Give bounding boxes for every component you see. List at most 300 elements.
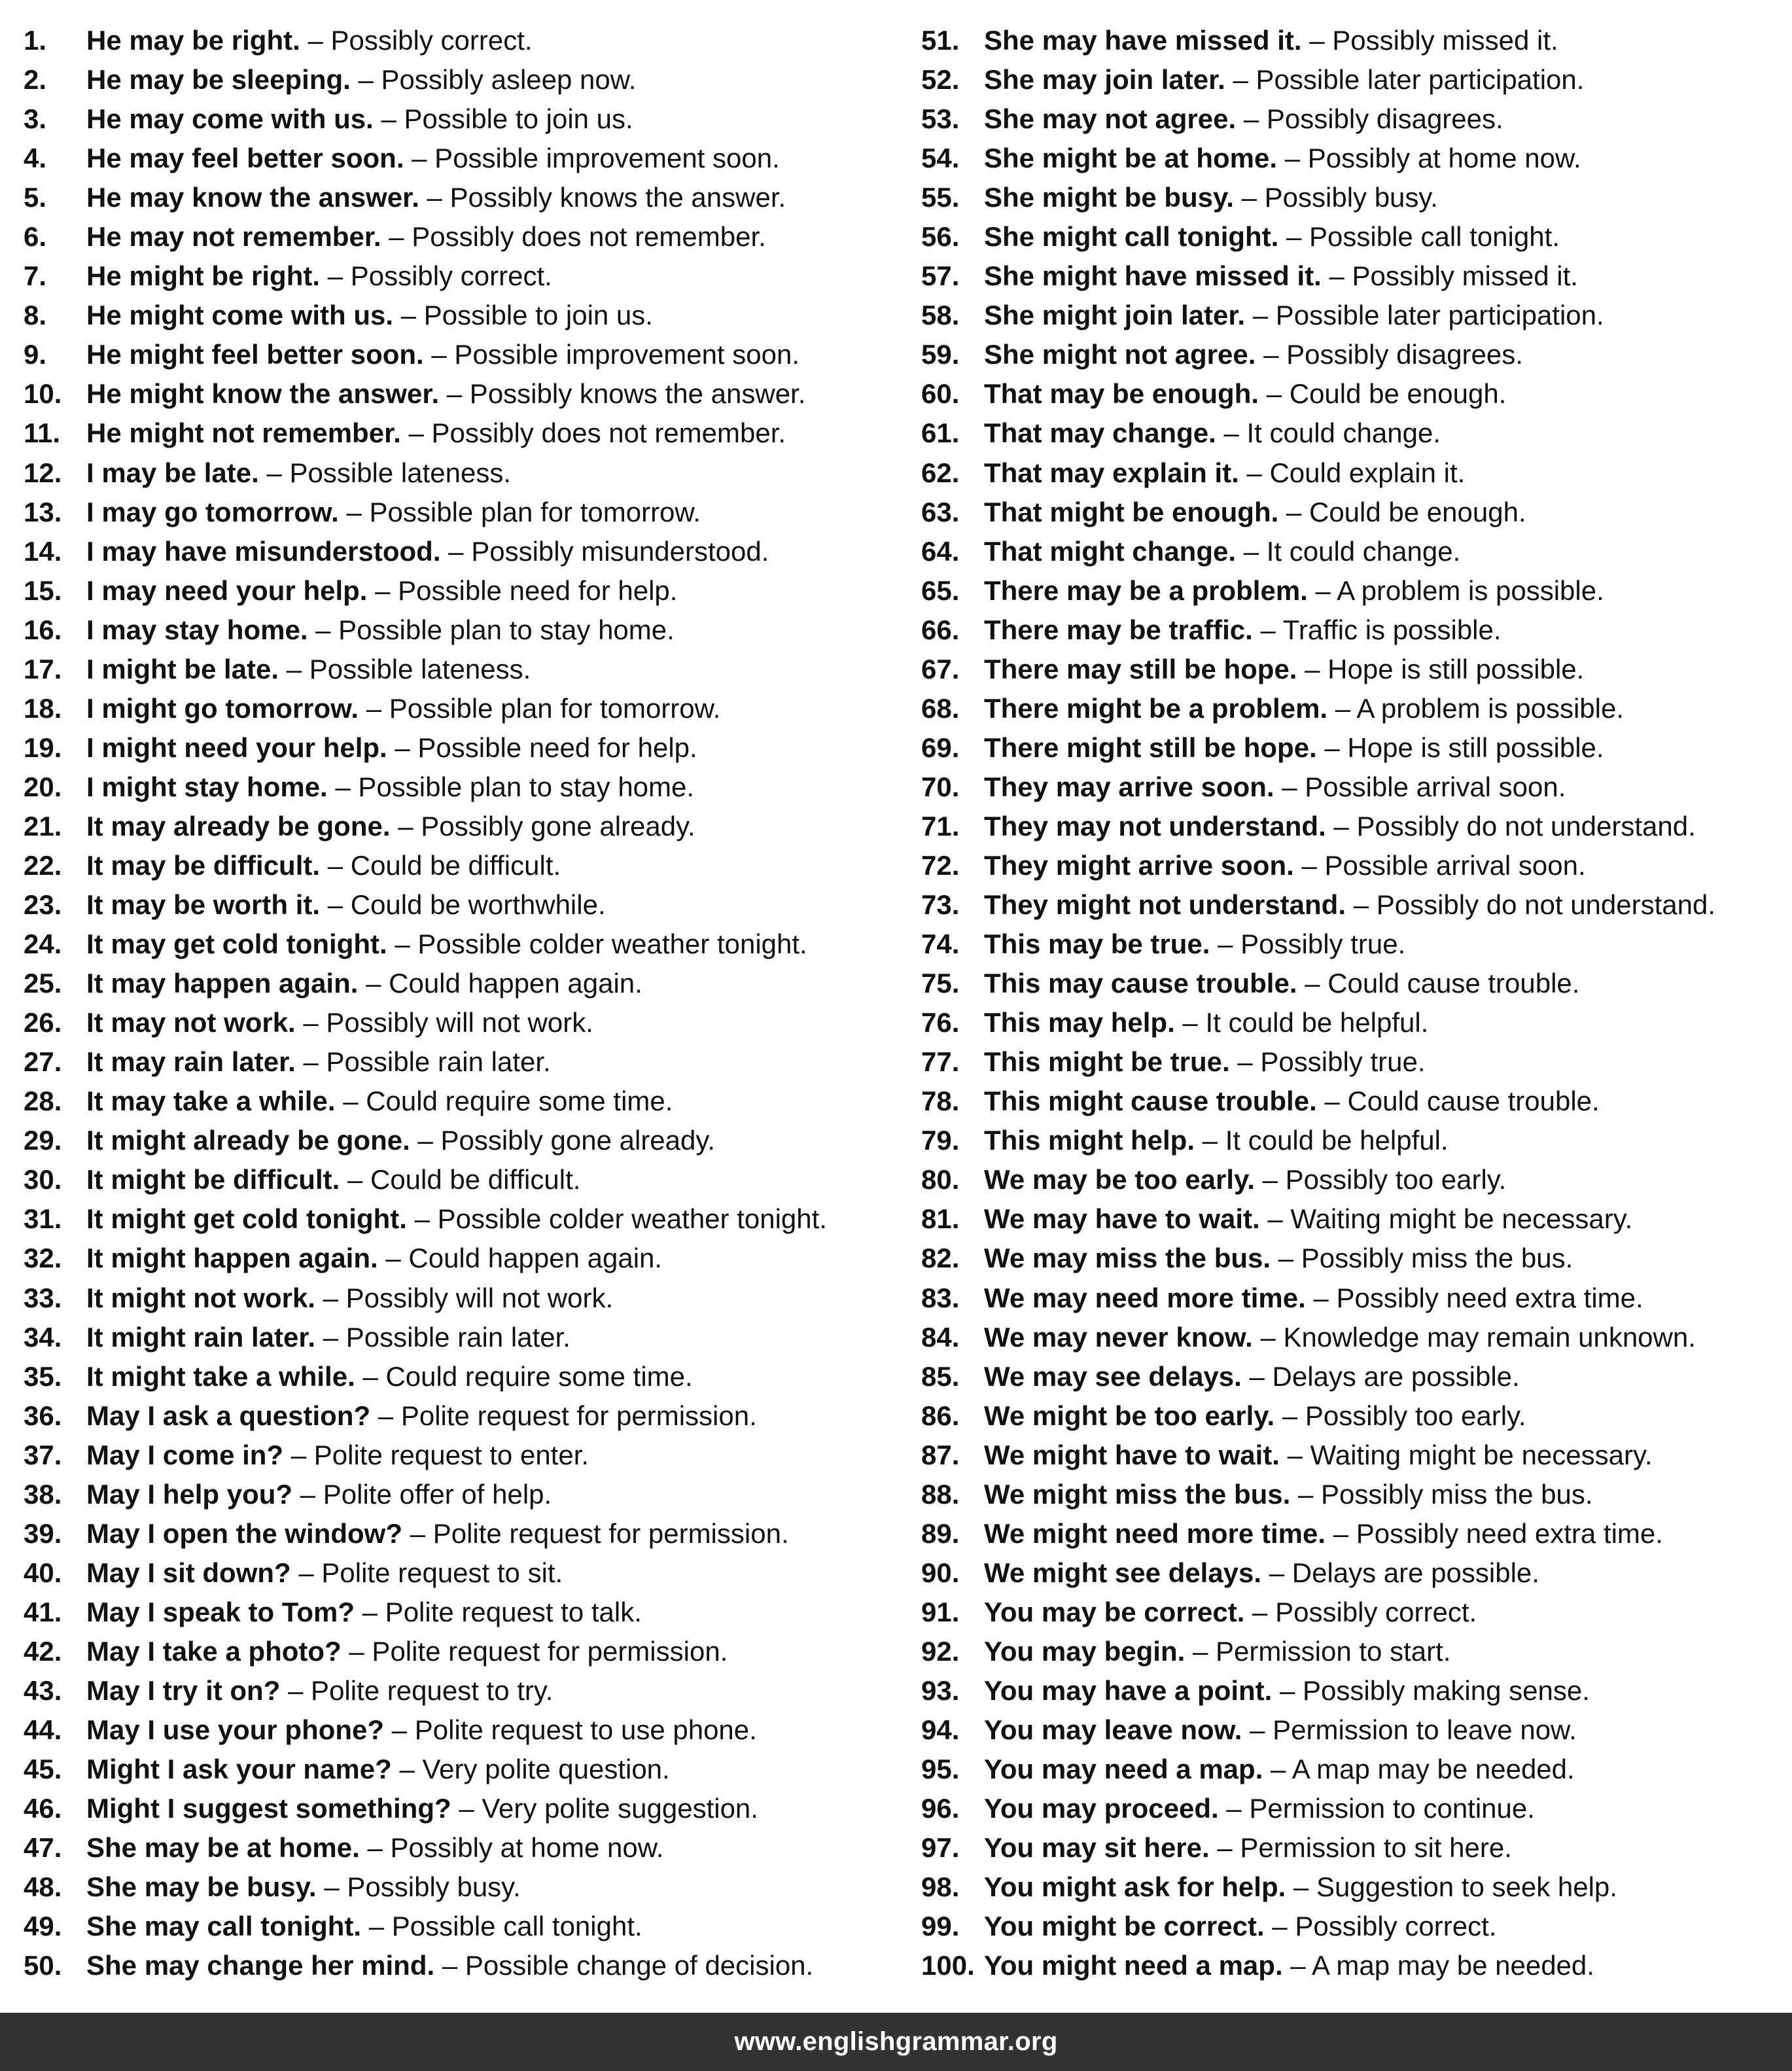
item-number: 35. bbox=[24, 1360, 62, 1392]
example-phrase: May I help you? bbox=[86, 1478, 293, 1510]
item-number: 47. bbox=[24, 1832, 62, 1864]
example-phrase: He may not remember. bbox=[86, 221, 381, 253]
phrase-meaning: – Polite request for permission. bbox=[410, 1517, 789, 1549]
item-text bbox=[984, 1360, 1520, 1394]
item-text bbox=[86, 1320, 571, 1354]
example-phrase: It may already be gone. bbox=[86, 810, 391, 841]
example-phrase: She may change her mind. bbox=[86, 1950, 435, 1981]
example-phrase: It may be difficult. bbox=[86, 849, 321, 881]
list-item bbox=[24, 24, 900, 63]
phrase-meaning: – Suggestion to seek help. bbox=[1293, 1871, 1617, 1903]
example-phrase: This may cause trouble. bbox=[984, 968, 1297, 999]
item-text bbox=[86, 220, 766, 254]
example-phrase: You may begin. bbox=[984, 1635, 1186, 1667]
item-number: 34. bbox=[24, 1321, 62, 1353]
phrase-meaning: – Possible plan to stay home. bbox=[335, 771, 695, 802]
phrase-meaning: – Permission to sit here. bbox=[1217, 1832, 1512, 1864]
list-item bbox=[921, 298, 1788, 338]
item-number: 58. bbox=[921, 300, 960, 331]
phrase-meaning: – Possible later participation. bbox=[1252, 300, 1604, 331]
item-number: 45. bbox=[24, 1754, 62, 1785]
item-number: 46. bbox=[24, 1793, 62, 1824]
phrase-meaning: – Possibly disagrees. bbox=[1263, 339, 1523, 370]
example-phrase: We might see delays. bbox=[984, 1557, 1262, 1588]
item-text bbox=[86, 652, 531, 686]
list-item bbox=[921, 927, 1788, 966]
item-text bbox=[984, 731, 1604, 765]
list-item bbox=[24, 1752, 900, 1792]
list-item bbox=[24, 692, 900, 731]
phrase-meaning: – Possibly need extra time. bbox=[1333, 1517, 1663, 1549]
phrase-meaning: – Possible plan to stay home. bbox=[315, 614, 675, 645]
example-phrase: He might not remember. bbox=[86, 417, 401, 449]
phrase-meaning: – Delays are possible. bbox=[1269, 1557, 1539, 1588]
item-text bbox=[86, 849, 561, 883]
phrase-meaning: – Possible arrival soon. bbox=[1282, 771, 1566, 802]
example-phrase: I might be late. bbox=[86, 653, 279, 684]
example-phrase: They might arrive soon. bbox=[984, 849, 1294, 881]
item-number: 25. bbox=[24, 968, 62, 999]
item-number: 23. bbox=[24, 889, 62, 921]
phrase-meaning: – Waiting might be necessary. bbox=[1267, 1203, 1633, 1235]
example-phrase: May I take a photo? bbox=[86, 1635, 342, 1667]
phrase-meaning: – Delays are possible. bbox=[1249, 1360, 1520, 1392]
example-phrase: She might join later. bbox=[984, 300, 1246, 331]
item-text bbox=[86, 1752, 670, 1786]
list-item bbox=[24, 1438, 900, 1478]
item-number: 62. bbox=[921, 457, 960, 488]
phrase-meaning: – Polite request to talk. bbox=[362, 1596, 642, 1627]
example-phrase: He may come with us. bbox=[86, 103, 374, 135]
example-phrase: I may have misunderstood. bbox=[86, 535, 441, 567]
item-text bbox=[984, 1752, 1575, 1786]
phrase-meaning: – A map may be needed. bbox=[1290, 1950, 1594, 1981]
phrase-meaning: – Possibly will not work. bbox=[323, 1282, 614, 1313]
item-text bbox=[984, 770, 1566, 804]
example-phrase: You might be correct. bbox=[984, 1911, 1265, 1942]
item-text bbox=[984, 1241, 1573, 1275]
item-number: 85. bbox=[921, 1360, 960, 1392]
item-text bbox=[984, 927, 1405, 961]
phrase-meaning: – Possibly at home now. bbox=[1284, 143, 1581, 174]
phrase-meaning: – Possibly does not remember. bbox=[408, 417, 786, 449]
phrase-meaning: – Could be enough. bbox=[1286, 496, 1526, 527]
item-text bbox=[984, 613, 1502, 647]
item-text bbox=[984, 1556, 1539, 1590]
item-text bbox=[984, 377, 1506, 411]
item-text bbox=[984, 1084, 1600, 1118]
item-number: 20. bbox=[24, 771, 62, 802]
item-text bbox=[86, 416, 786, 450]
item-number: 77. bbox=[921, 1046, 960, 1078]
item-text bbox=[984, 1595, 1477, 1629]
example-phrase: We might miss the bus. bbox=[984, 1478, 1291, 1510]
phrase-meaning: – Could happen again. bbox=[366, 968, 642, 999]
item-text bbox=[86, 1202, 827, 1236]
item-number: 39. bbox=[24, 1517, 62, 1549]
list-item bbox=[921, 809, 1788, 849]
footer-website-link[interactable]: www.englishgrammar.org bbox=[734, 2027, 1058, 2056]
item-text bbox=[86, 1084, 673, 1118]
phrase-meaning: – Possible rain later. bbox=[323, 1321, 571, 1353]
example-phrase: She may be at home. bbox=[86, 1832, 360, 1864]
item-text bbox=[86, 1517, 789, 1551]
item-text bbox=[984, 1006, 1428, 1040]
list-item bbox=[921, 1045, 1788, 1084]
item-text bbox=[86, 259, 552, 293]
phrase-meaning: – Knowledge may remain unknown. bbox=[1260, 1321, 1696, 1353]
example-phrase: You may leave now. bbox=[984, 1714, 1242, 1746]
list-item bbox=[921, 377, 1788, 416]
example-phrase: This may help. bbox=[984, 1007, 1175, 1038]
list-item bbox=[921, 1556, 1788, 1595]
item-number: 72. bbox=[921, 849, 960, 881]
item-number: 17. bbox=[24, 653, 62, 684]
example-phrase: She might call tonight. bbox=[984, 221, 1279, 253]
list-item bbox=[24, 1360, 900, 1399]
phrase-meaning: – Hope is still possible. bbox=[1305, 653, 1585, 684]
item-text bbox=[984, 1949, 1594, 1983]
phrase-meaning: – Possible plan for tomorrow. bbox=[346, 496, 701, 527]
phrase-meaning: – It could change. bbox=[1223, 417, 1441, 449]
item-number: 91. bbox=[921, 1596, 960, 1627]
phrase-meaning: – Possible to join us. bbox=[400, 300, 653, 331]
item-number: 27. bbox=[24, 1046, 62, 1078]
phrase-meaning: – Possibly busy. bbox=[324, 1871, 521, 1903]
list-item bbox=[921, 849, 1788, 888]
item-text bbox=[984, 298, 1604, 332]
item-number: 95. bbox=[921, 1754, 960, 1785]
item-number: 73. bbox=[921, 889, 960, 921]
item-text bbox=[984, 63, 1584, 97]
example-phrase: She may join later. bbox=[984, 64, 1225, 96]
item-number: 13. bbox=[24, 496, 62, 527]
list-item bbox=[921, 1595, 1788, 1635]
phrase-meaning: – Polite request to sit. bbox=[298, 1557, 563, 1588]
list-item bbox=[921, 1478, 1788, 1517]
example-phrase: She might be busy. bbox=[984, 182, 1234, 213]
list-item bbox=[24, 849, 900, 888]
list-item bbox=[921, 1163, 1788, 1202]
item-number: 26. bbox=[24, 1007, 62, 1038]
item-text bbox=[86, 1595, 642, 1629]
example-phrase: I might need your help. bbox=[86, 732, 387, 763]
example-phrase: We may need more time. bbox=[984, 1282, 1306, 1313]
item-text bbox=[86, 102, 633, 136]
item-text bbox=[86, 1792, 758, 1826]
item-text bbox=[86, 1949, 813, 1983]
phrase-meaning: – Hope is still possible. bbox=[1324, 732, 1604, 763]
example-phrase: He might know the answer. bbox=[86, 378, 440, 410]
example-phrase: She may call tonight. bbox=[86, 1911, 362, 1942]
list-item bbox=[24, 141, 900, 181]
phrase-meaning: – Possibly asleep now. bbox=[358, 64, 637, 96]
example-phrase: It may take a while. bbox=[86, 1086, 336, 1117]
phrase-meaning: – Possible arrival soon. bbox=[1301, 849, 1586, 881]
phrase-meaning: – Possibly gone already. bbox=[417, 1125, 715, 1156]
item-text bbox=[984, 181, 1438, 215]
list-item bbox=[921, 1438, 1788, 1478]
list-item bbox=[921, 220, 1788, 259]
phrase-meaning: – Permission to leave now. bbox=[1250, 1714, 1577, 1746]
item-number: 98. bbox=[921, 1871, 960, 1903]
list-item bbox=[24, 1517, 900, 1556]
list-item bbox=[24, 1399, 900, 1438]
item-number: 33. bbox=[24, 1282, 62, 1313]
example-phrase: That might change. bbox=[984, 535, 1237, 567]
phrase-meaning: – Could be difficult. bbox=[327, 849, 561, 881]
list-item bbox=[921, 1752, 1788, 1792]
example-phrase: It might get cold tonight. bbox=[86, 1203, 407, 1235]
phrase-meaning: – Possibly missed it. bbox=[1329, 260, 1578, 292]
list-item bbox=[24, 1281, 900, 1320]
item-text bbox=[984, 692, 1624, 726]
item-text bbox=[984, 1713, 1577, 1747]
example-phrase: She might not agree. bbox=[984, 339, 1256, 370]
item-number: 81. bbox=[921, 1203, 960, 1235]
example-phrase: There might be a problem. bbox=[984, 692, 1328, 724]
item-number: 19. bbox=[24, 732, 62, 763]
item-number: 75. bbox=[921, 968, 960, 999]
item-number: 30. bbox=[24, 1164, 62, 1195]
phrase-list-right-column bbox=[921, 24, 1788, 1988]
item-number: 31. bbox=[24, 1203, 62, 1235]
item-text bbox=[86, 456, 511, 490]
phrase-meaning: – Possibly miss the bus. bbox=[1297, 1478, 1593, 1510]
example-phrase: May I speak to Tom? bbox=[86, 1596, 355, 1627]
item-number: 82. bbox=[921, 1243, 960, 1274]
example-phrase: May I sit down? bbox=[86, 1557, 291, 1588]
item-number: 9. bbox=[24, 339, 47, 370]
example-phrase: This might be true. bbox=[984, 1046, 1230, 1078]
item-number: 94. bbox=[921, 1714, 960, 1746]
list-item bbox=[24, 1084, 900, 1124]
item-text bbox=[86, 141, 780, 175]
list-item bbox=[921, 574, 1788, 613]
example-phrase: That may change. bbox=[984, 417, 1216, 449]
example-phrase: They might not understand. bbox=[984, 889, 1346, 921]
example-phrase: It might already be gone. bbox=[86, 1125, 410, 1156]
item-text bbox=[86, 1163, 580, 1197]
example-phrase: It may happen again. bbox=[86, 968, 359, 999]
item-text bbox=[86, 1635, 728, 1669]
list-item bbox=[24, 1635, 900, 1674]
example-phrase: She might be at home. bbox=[984, 143, 1278, 174]
item-number: 71. bbox=[921, 810, 960, 841]
example-phrase: You might ask for help. bbox=[984, 1871, 1286, 1903]
item-text bbox=[86, 1870, 521, 1904]
item-number: 66. bbox=[921, 614, 960, 645]
item-text bbox=[86, 927, 807, 961]
item-number: 68. bbox=[921, 692, 960, 724]
item-number: 14. bbox=[24, 535, 62, 567]
example-phrase: Might I ask your name? bbox=[86, 1754, 392, 1785]
item-number: 87. bbox=[921, 1439, 960, 1470]
phrase-meaning: – Possibly correct. bbox=[307, 25, 533, 56]
phrase-meaning: – Could explain it. bbox=[1246, 457, 1466, 488]
example-phrase: You may be correct. bbox=[984, 1596, 1245, 1627]
phrase-meaning: – Could be worthwhile. bbox=[327, 889, 606, 921]
item-number: 16. bbox=[24, 614, 62, 645]
list-item bbox=[921, 259, 1788, 298]
example-phrase: We may miss the bus. bbox=[984, 1243, 1271, 1274]
list-item bbox=[24, 1320, 900, 1360]
item-text bbox=[984, 1320, 1696, 1354]
phrase-meaning: – Could be difficult. bbox=[347, 1164, 581, 1195]
item-number: 69. bbox=[921, 732, 960, 763]
item-text bbox=[984, 652, 1584, 686]
item-text bbox=[984, 1163, 1506, 1197]
item-number: 59. bbox=[921, 339, 960, 370]
example-phrase: May I use your phone? bbox=[86, 1714, 385, 1746]
example-phrase: He may feel better soon. bbox=[86, 143, 404, 174]
list-item bbox=[921, 141, 1788, 181]
item-number: 15. bbox=[24, 575, 62, 606]
example-phrase: There may be a problem. bbox=[984, 575, 1308, 606]
item-number: 74. bbox=[921, 929, 960, 960]
list-item bbox=[921, 966, 1788, 1006]
item-text bbox=[86, 63, 636, 97]
list-item bbox=[921, 63, 1788, 102]
phrase-meaning: – Possible improvement soon. bbox=[431, 339, 800, 370]
list-item bbox=[24, 1478, 900, 1517]
list-item bbox=[24, 1124, 900, 1163]
example-phrase: This might help. bbox=[984, 1125, 1195, 1156]
example-phrase: May I ask a question? bbox=[86, 1400, 371, 1431]
list-item bbox=[24, 1202, 900, 1241]
phrase-meaning: – Very polite suggestion. bbox=[459, 1793, 758, 1824]
phrase-meaning: – Polite request for permission. bbox=[378, 1400, 757, 1431]
item-text bbox=[86, 1399, 757, 1433]
list-item bbox=[24, 652, 900, 692]
item-number: 96. bbox=[921, 1793, 960, 1824]
phrase-meaning: – Could cause trouble. bbox=[1305, 968, 1580, 999]
item-text bbox=[86, 181, 786, 215]
phrase-meaning: – Possible rain later. bbox=[303, 1046, 551, 1078]
item-number: 24. bbox=[24, 929, 62, 960]
list-item bbox=[921, 1674, 1788, 1713]
phrase-meaning: – Possibly true. bbox=[1237, 1046, 1426, 1078]
item-number: 44. bbox=[24, 1714, 62, 1746]
item-text bbox=[86, 574, 677, 608]
example-phrase: You may have a point. bbox=[984, 1674, 1273, 1706]
example-phrase: You may need a map. bbox=[984, 1754, 1263, 1785]
example-phrase: I may be late. bbox=[86, 457, 259, 488]
phrase-meaning: – Possible lateness. bbox=[286, 653, 531, 684]
item-text bbox=[984, 416, 1441, 450]
example-phrase: We might be too early. bbox=[984, 1400, 1275, 1431]
item-text bbox=[984, 1478, 1592, 1512]
example-phrase: May I open the window? bbox=[86, 1517, 402, 1549]
phrase-meaning: – Possibly busy. bbox=[1241, 182, 1438, 213]
example-phrase: It may not work. bbox=[86, 1007, 296, 1038]
list-item bbox=[24, 770, 900, 809]
example-phrase: He may be sleeping. bbox=[86, 64, 351, 96]
phrase-meaning: – Very polite question. bbox=[399, 1754, 670, 1785]
item-text bbox=[86, 1006, 593, 1040]
phrase-meaning: – Possible need for help. bbox=[395, 732, 697, 763]
item-number: 42. bbox=[24, 1635, 62, 1667]
phrase-meaning: – Possible plan for tomorrow. bbox=[366, 692, 721, 724]
item-text bbox=[86, 1045, 551, 1079]
example-phrase: That may explain it. bbox=[984, 457, 1239, 488]
list-item bbox=[921, 1320, 1788, 1360]
example-phrase: There may be traffic. bbox=[984, 614, 1253, 645]
item-text bbox=[984, 809, 1696, 843]
item-text bbox=[984, 1045, 1426, 1079]
phrase-meaning: – Possibly too early. bbox=[1262, 1164, 1507, 1195]
item-number: 63. bbox=[921, 496, 960, 527]
item-number: 54. bbox=[921, 143, 960, 174]
example-phrase: We may have to wait. bbox=[984, 1203, 1260, 1235]
phrase-meaning: – Possibly will not work. bbox=[303, 1007, 593, 1038]
item-text bbox=[86, 731, 697, 765]
example-phrase: It might not work. bbox=[86, 1282, 315, 1313]
example-phrase: He may know the answer. bbox=[86, 182, 419, 213]
phrase-meaning: – Possibly miss the bus. bbox=[1278, 1243, 1573, 1274]
item-number: 53. bbox=[921, 103, 960, 135]
example-phrase: They may arrive soon. bbox=[984, 771, 1274, 802]
phrase-meaning: – Could require some time. bbox=[362, 1360, 693, 1392]
list-item bbox=[921, 770, 1788, 809]
item-text bbox=[984, 1438, 1653, 1472]
list-item bbox=[24, 927, 900, 966]
item-number: 70. bbox=[921, 771, 960, 802]
list-item bbox=[24, 1831, 900, 1870]
list-item bbox=[24, 1713, 900, 1752]
phrase-meaning: – Possibly do not understand. bbox=[1353, 889, 1716, 921]
item-number: 60. bbox=[921, 378, 960, 410]
example-phrase: I may go tomorrow. bbox=[86, 496, 339, 527]
item-number: 79. bbox=[921, 1125, 960, 1156]
example-phrase: It may be worth it. bbox=[86, 889, 321, 921]
list-item bbox=[24, 1163, 900, 1202]
example-phrase: It might happen again. bbox=[86, 1243, 378, 1274]
item-number: 40. bbox=[24, 1557, 62, 1588]
list-item bbox=[921, 1831, 1788, 1870]
item-number: 22. bbox=[24, 849, 62, 881]
phrase-meaning: – A problem is possible. bbox=[1315, 575, 1604, 606]
phrase-meaning: – Possibly making sense. bbox=[1280, 1674, 1590, 1706]
item-text bbox=[984, 338, 1523, 372]
phrase-meaning: – Possible call tonight. bbox=[368, 1911, 642, 1942]
item-text bbox=[984, 141, 1581, 175]
list-item bbox=[921, 1006, 1788, 1045]
item-number: 88. bbox=[921, 1478, 960, 1510]
phrase-meaning: – Possible need for help. bbox=[375, 575, 678, 606]
item-number: 90. bbox=[921, 1557, 960, 1588]
example-phrase: You might need a map. bbox=[984, 1950, 1283, 1981]
phrase-meaning: – Could be enough. bbox=[1266, 378, 1507, 410]
list-item bbox=[921, 652, 1788, 692]
phrase-meaning: – It could be helpful. bbox=[1182, 1007, 1429, 1038]
phrase-meaning: – Possibly does not remember. bbox=[389, 221, 766, 253]
example-phrase: We may be too early. bbox=[984, 1164, 1255, 1195]
list-item bbox=[24, 1556, 900, 1595]
list-item bbox=[921, 495, 1788, 535]
example-phrase: We may see delays. bbox=[984, 1360, 1242, 1392]
example-phrase: She may have missed it. bbox=[984, 25, 1302, 56]
list-item bbox=[24, 613, 900, 652]
item-text bbox=[86, 298, 653, 332]
list-item bbox=[921, 1241, 1788, 1281]
item-text bbox=[984, 1792, 1535, 1826]
list-item bbox=[24, 1241, 900, 1281]
list-item bbox=[24, 1045, 900, 1084]
example-phrase: They may not understand. bbox=[984, 810, 1326, 841]
list-item bbox=[24, 1870, 900, 1909]
example-phrase: This may be true. bbox=[984, 929, 1210, 960]
